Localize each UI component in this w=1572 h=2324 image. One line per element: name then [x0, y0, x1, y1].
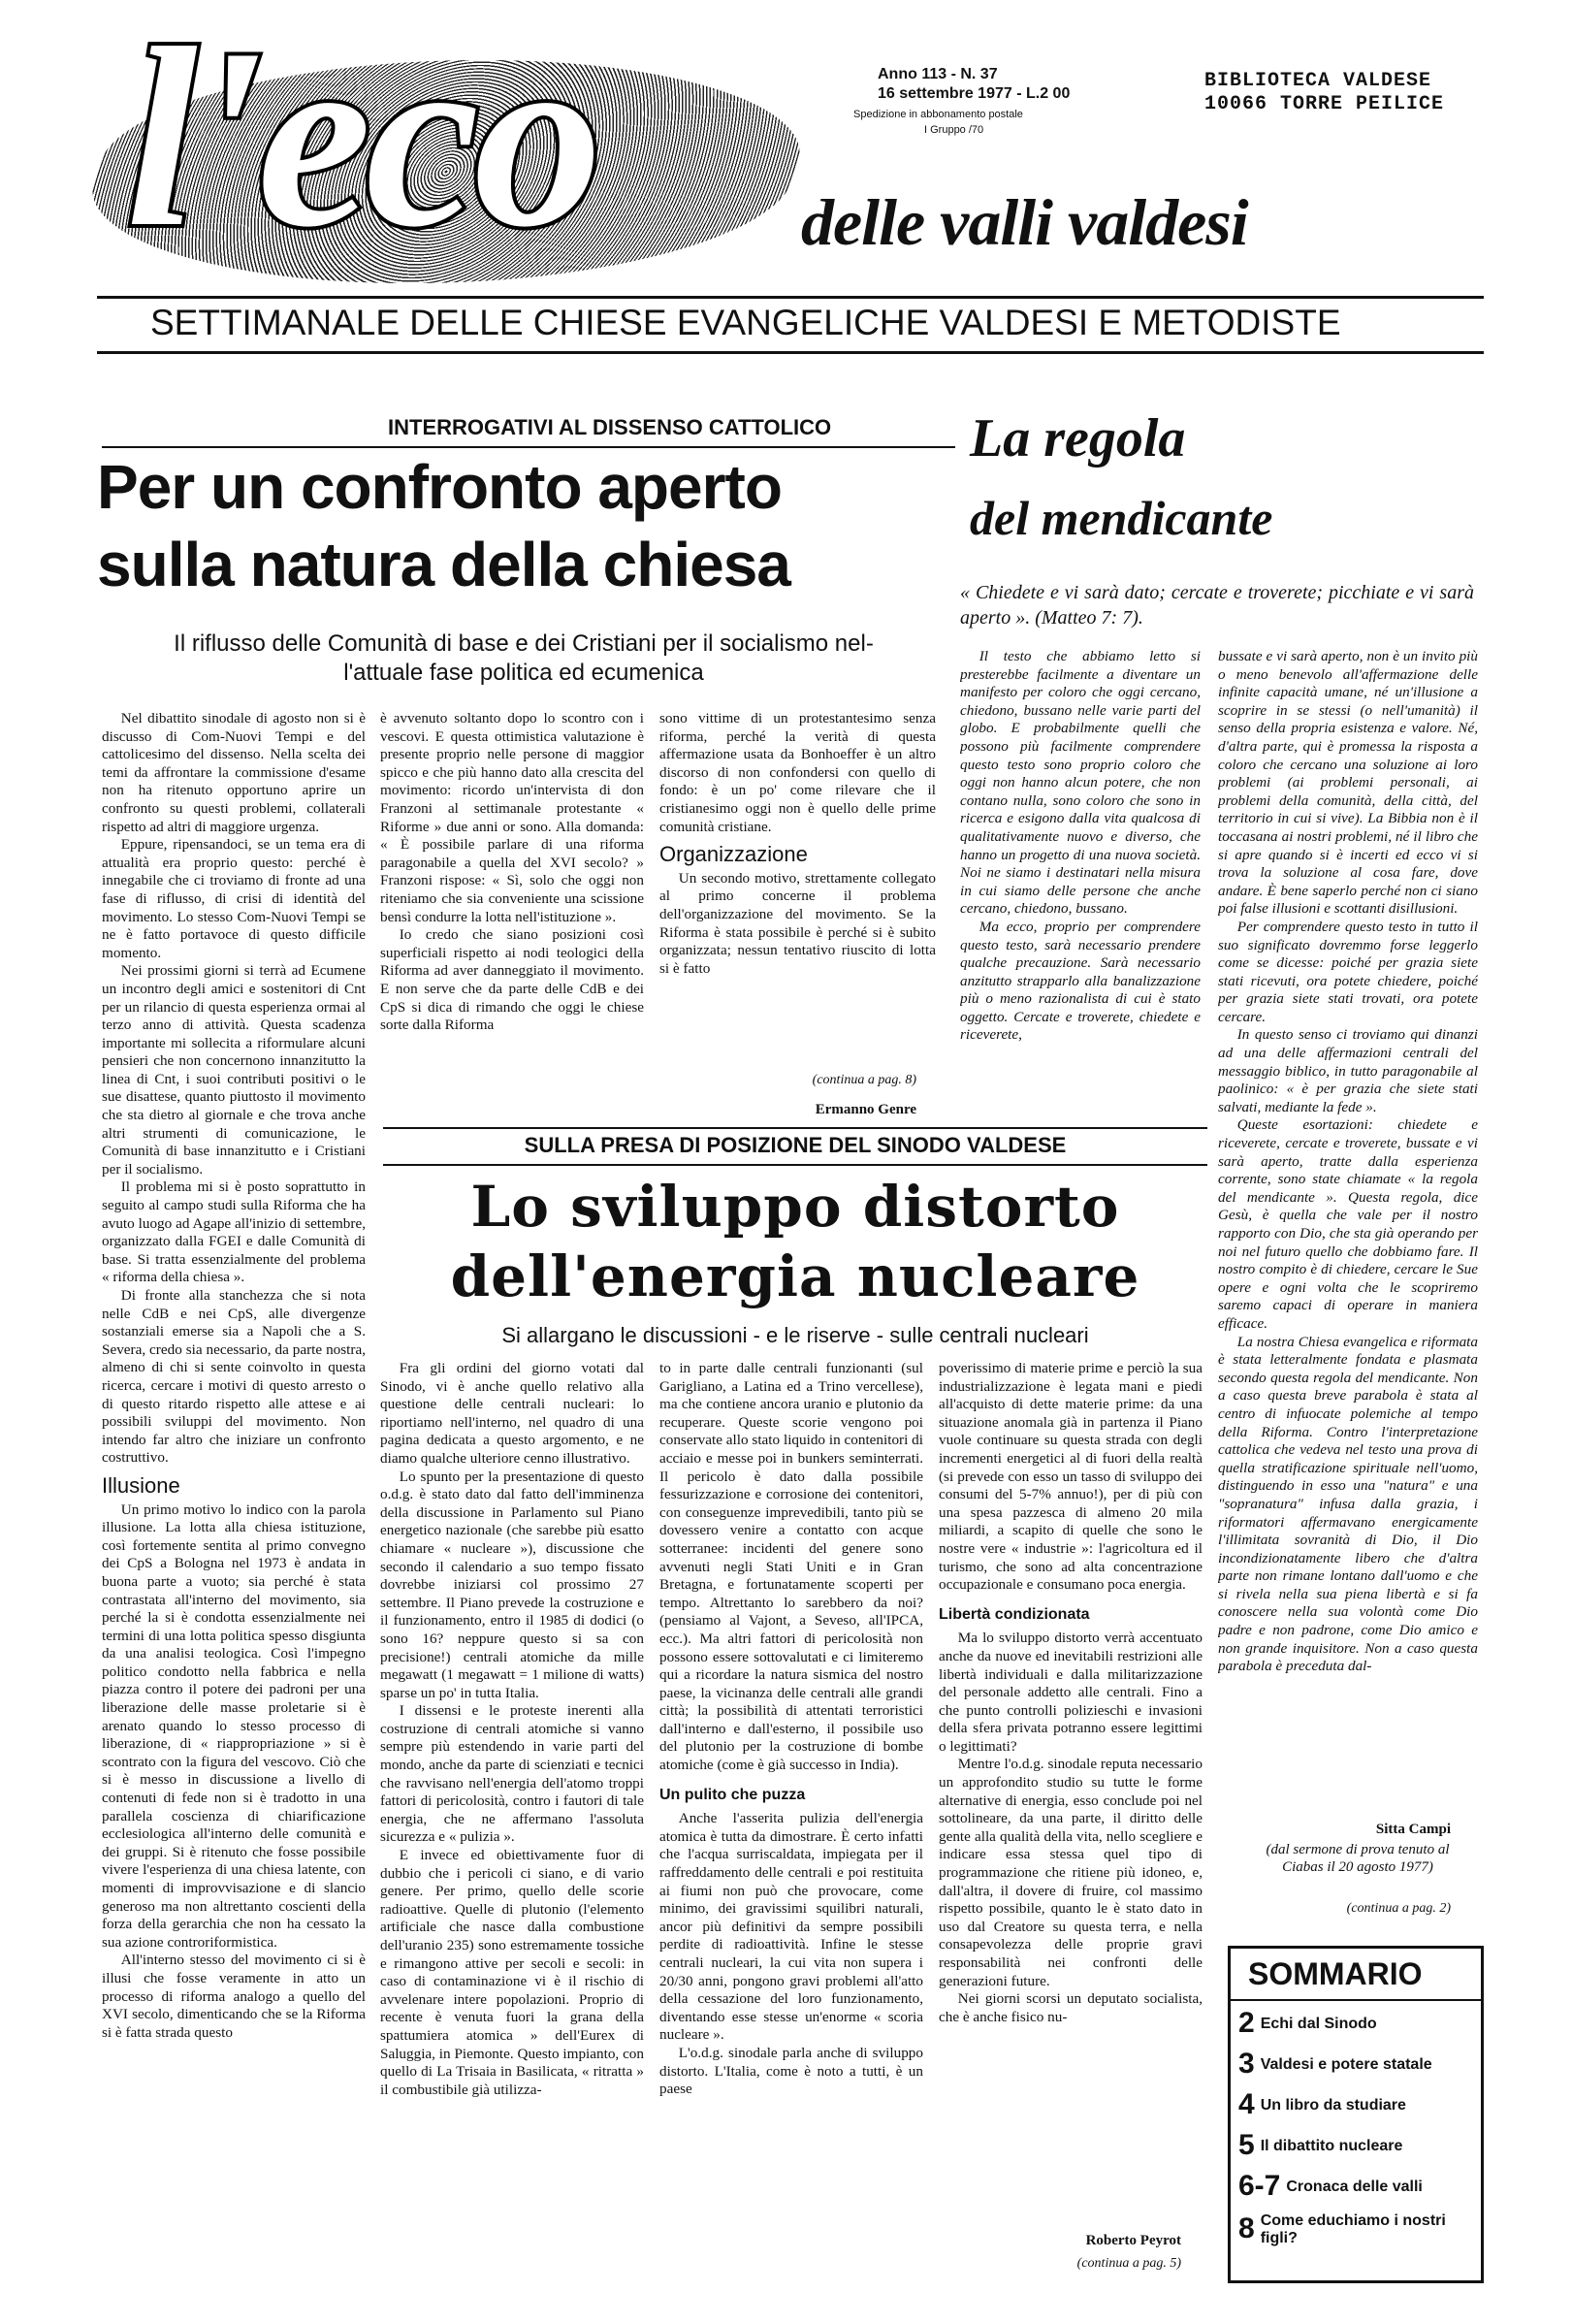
paragraph: Il problema mi si è posto soprattutto in seguito al campo studi sulla Riforma che ha avuto luogo ad Agape all'inizio di settembre, organizzato dalla FGEI e dalle Comunità di base. Si tratta essenzialmente del problema « riforma della chiesa ». [102, 1178, 366, 1286]
paragraph: Fra gli ordini del giorno votati dal Sinodo, vi è anche quello relativo alla questione delle centrali nucleari: lo riportiamo nell'interno, nel quadro di una pagina dedicata a questo argomento, e ne diamo qualche ulteriore cenno illustrativo. [380, 1360, 644, 1467]
article3-column-2 [659, 1360, 923, 2281]
article1-column-1 [102, 710, 366, 2281]
article3-author: Roberto Peyrot [1085, 2233, 1181, 2248]
masthead-subtitle: delle valli valdesi [801, 185, 1248, 259]
article3-title-line-2: dell'energia nucleare [450, 1243, 1140, 1309]
paragraph: Nel dibattito sinodale di agosto non si è discusso di Com-Nuovi Tempi e del cattolicesimo del dissenso. Nella scelta dei temi da affrontare la commissione d'esame non ha ritenuto opportuno aprire un confronto su questi problemi, collaterali rispetto ad altri di maggiore urgenza. [102, 710, 366, 835]
article3-kicker-rule-bottom [383, 1164, 1207, 1166]
paragraph: sono vittime di un protestantesimo senza riforma, perché la verità di questa affermazione usata da Bonhoeffer è un altro discorso di non confondersi con quello di fondo: è un po' come rilevare che il cristianesimo oggi non è quello delle prime comunità cristiane. [659, 710, 936, 835]
sommario-title-rule [1231, 1999, 1481, 2001]
paragraph: All'interno stesso del movimento ci si è illusi che fosse veramente in atto un processo di riforma analogo a quello del XVI secolo, dimenticando che se la Riforma si è fatta strada questo [102, 1952, 366, 2041]
subhead-liberta-condizionata: Libertà condizionata [939, 1605, 1090, 1623]
article2-title-line-1: La regola [970, 408, 1186, 468]
subhead-illusione: Illusione [102, 1472, 180, 1498]
sommario-item[interactable]: 8 Come educhiamo i nostri figli? [1238, 2212, 1446, 2246]
paragraph: poverissimo di materie prime e perciò la sua industrializzazione è legata mani e piedi all'acquisto di dette materie prime: da una situazione anomala già in partenza il Piano vuole continuare su questa strada con degli incrementi energetici al di fuori della realtà (si prevede con esso un tasso di sviluppo dei consumi del 5-7% annuo!), per di più con una spesa pazzesca di almeno 20 mila miliardi, a scapito di quelle che sono le nostre vere « industrie »: l'agricoltura ed il turismo, che sono ad alta concentrazione occupazionale e consumano poca energia. [939, 1360, 1203, 1594]
article2-column-2 [1218, 648, 1478, 1812]
sommario-item[interactable]: 3 Valdesi e potere statale [1238, 2048, 1432, 2080]
article3-column-1 [380, 1360, 644, 2281]
article1-column-3 [659, 710, 936, 1166]
paragraph: Anche l'asserita pulizia dell'energia atomica è tutta da dimostrare. È certo infatti che l'acqua surriscaldata, impiegata per il raffreddamento delle centrali e poi restituita ai fiumi non può che provocare, come minimo, dei gravissimi squilibri naturali, ancor più definitivi da sempre possibili perdite di radioattività. Infine le stesse centrali nucleari, la cui vita non supera i 20/30 anni, pongono gravi problemi all'atto della cessazione del loro funzionamento, diventando esse stesse un'enorme « scoria nucleare ». [659, 1810, 923, 2044]
paragraph: E invece ed obiettivamente fuor di dubbio che i pericoli ci siano, e di vario genere. Per primo, quello delle scorie radioattive. Quelle di plutonio (l'elemento artificiale che nasce dalla combustione dell'uranio 235) sono estremamente tossiche e rimangono attive per secoli e secoli: in caso di contaminazione vi è il rischio di avvelenare intere popolazioni. Proprio di recente è venuta fuori la grana della spattumiera atomica » dell'Eurex di Saluggia, in Piemonte. Questo impianto, con quello di La Trisaia in Basilicata, « ritratta » il combustibile già utilizza- [380, 1847, 644, 2098]
article1-deck-line-2: l'attuale fase politica ed ecumenica [343, 660, 704, 686]
article2-title-line-2: del mendicante [970, 491, 1273, 545]
issue-number: Anno 113 - N. 37 [878, 66, 998, 82]
sommario-title: SOMMARIO [1248, 1956, 1423, 1991]
library-stamp-line-1: BIBLIOTECA VALDESE [1204, 70, 1432, 92]
article1-column-2 [380, 710, 644, 1166]
paragraph: L'o.d.g. sinodale parla anche di sviluppo distorto. L'Italia, come è noto a tutti, è un paese [659, 2044, 923, 2098]
paragraph: bussate e vi sarà aperto, non è un invito più o meno benevolo all'affermazione delle infinite capacità umane, né un'illusione a scoprire in se stessi (o nell'umanità) il senso della propria esistenza e valore. Né, d'altra parte, qui è promessa la risposta a coloro che cercano una soluzione ai loro problemi (ai problemi personali, ai problemi della comunità, della città, del territorio in cui si vive). La Bibbia non è il toccasana ai nostri problemi, né il libro che si apre quando si è incerti ed ecco vi si trova la soluzione al cosa fare, dove andare. È bene saperlo perché non ci siano poi false illusioni e scottanti disillusioni. [1218, 648, 1478, 918]
paragraph: La nostra Chiesa evangelica e riformata è stata letteralmente fondata e plasmata secondo questa regola del mendicante. Non a caso questa breve parabola è stata al centro di infuocate polemiche al tempo della Riforma. Contro l'interpretazione cattolica che vedeva nel testo una prova di quella stratificazione spirituale nell'uomo, distinguendo in esso una "natura" e una "sopranatura" infusa dalla grazia, i riformatori affermavano energicamente l'illimitata sovranità di Dio, il Dio incondizionatamente libero che d'altra parte non rimane lontano dall'uomo e che si rivela nella sua piena libertà e si fa conoscere nella sua volontà come Dio padre e non padrone, come Dio amico e non grande inquisitore. Non a caso questa parabola è preceduta dal- [1218, 1333, 1478, 1675]
paragraph: In questo senso ci troviamo qui dinanzi ad una delle affermazioni centrali del messaggio biblico, in tutto paragonabile al paolinico: « è per grazia che siete stati salvati, mediante la fede ». [1218, 1026, 1478, 1115]
article2-source: (dal sermone di prova tenuto al Ciabas il 20 agosto 1977) [1266, 1842, 1450, 1875]
masthead-logo: l'eco [126, 0, 596, 280]
article3-kicker-rule-top [383, 1127, 1207, 1129]
paragraph: Eppure, ripensandoci, se un tema era di attualità era proprio questo: perché è innegabile che ci troviamo di fronte ad una fase di riflusso, di crisi di identità del movimento. Lo stesso Com-Nuovi Tempi se ne è fatto portavoce di questo difficile momento. [102, 836, 366, 961]
article1-continue: (continua a pag. 8) [812, 1073, 916, 1087]
article3-kicker: SULLA PRESA DI POSIZIONE DEL SINODO VALDESE [524, 1133, 1067, 1157]
article1-title-line-1: Per un confronto aperto [97, 452, 782, 522]
paragraph: è avvenuto soltanto dopo lo scontro con i vescovi. E questa ottimistica valutazione è presente proprio nelle persone di maggior spicco e che più hanno dato alla crescita del movimento: ricordo un'intervista di don Franzoni al settimanale protestante « Riforme » due anni or sono. Alla domanda: « È possibile parlare di una riforma paragonabile a quella del XVI secolo? » Franzoni rispose: « Sì, solo che oggi non riteniamo che sia conveniente una scissione bensì condurre la lotta nell'istituzione ». [380, 710, 644, 925]
sommario-item[interactable]: 2 Echi dal Sinodo [1238, 2007, 1377, 2039]
article3-title-line-1: Lo sviluppo distorto [470, 1174, 1120, 1240]
paragraph: I dissensi e le proteste inerenti alla costruzione di centrali atomiche si vanno sempre più estendendo in varie parti del mondo, anche da parte di scienziati e tecnici che ravvisano nell'energia dell'atomo troppi fattori di pericolosità, contro i fautori di tale energia, che ne affermano l'assoluta sicurezza e « pulizia ». [380, 1702, 644, 1846]
postal-line-2: I Gruppo /70 [924, 124, 984, 136]
sommario-item[interactable]: 5 Il dibattito nucleare [1238, 2129, 1403, 2161]
masthead-rule-bottom [97, 351, 1484, 354]
article1-kicker: INTERROGATIVI AL DISSENSO CATTOLICO [388, 415, 832, 439]
article1-title-line-2: sulla natura della chiesa [97, 530, 790, 599]
article2-continue: (continua a pag. 2) [1346, 1901, 1451, 1916]
article2-epigraph: « Chiedete e vi sarà dato; cercate e troverete; picchiate e vi sarà aperto ». (Matteo 7: 7). [960, 582, 1474, 629]
paragraph: to in parte dalle centrali funzionanti (sul Garigliano, a Latina ed a Trino vercellese), ma che contiene ancora uranio e plutonio da recuperare. Queste scorie vengono poi conservate allo stato liquido in contenitori di acciaio e messe poi in bunkers seminterrati. Il pericolo è dato dalla possibile fessurizzazione e corrosione dei contenitori, con conseguenze imprevedibili, tanto più se dovessero venire a contatto con acque sotterranee: incidenti del genere sono avvenuti negli Stati Uniti e in Gran Bretagna, e fortunatamente scoperti per tempo. Altrettanto lo sarebbero da noi? (pensiamo al Vajont, a Seveso, all'IPCA, ecc.). Ma altri fattori di pericolosità non possono essere sottovalutati e ci limiteremo qui a ricordare la natura sismica del nostro paese, la vicinanza delle centrali alle grandi città; la possibilità di attentati terroristici dall'interno e dall'esterno, il possibile uso del plutonio per la costruzione di bombe atomiche (come è già successo in India). [659, 1360, 923, 1774]
article1-deck-line-1: Il riflusso delle Comunità di base e dei Cristiani per il socialismo nel- [174, 630, 874, 657]
paragraph: Ma ecco, proprio per comprendere questo testo, sarà necessario prendere qualche precauzione. Sarà necessario anzitutto strapparlo alla banalizzazione più o meno razionalista di cui è stato oggetto. Cercate e troverete, chiedete e riceverete, [960, 918, 1201, 1044]
paragraph: Un primo motivo lo indico con la parola illusione. La lotta alla chiesa istituzione, così fortemente sentita al primo convegno dei CpS a Bologna nel 1973 è andata in buona parte a vuoto; sia perché è stata contrastata all'interno del movimento, sia perché la si è condotta essenzialmente nei termini di una lotta politica spesso disgiunta da una analisi teologica. Così l'impegno politico condotto nella fabbrica e nella piazza contro il potere dei padroni per una liberazione delle masse proletarie si è arenato quando lo stesso processo di liberazione, di « riappropriazione » si è scontrato con la figura del vescovo. Ciò che si è messo in discussione a livello di contenuti di fede non si è tradotto in una parallela coscienza di chiarificazione ecclesiologica all'interno delle comunità e dei gruppi. Si è ritenuto che fosse possibile vivere l'esperienza di una chiesa latente, con momenti di improvvisazione e di slancio generoso ma non altrettanto coscienti della forza della gerarchia che non ha cessato la sua azione controriformistica. [102, 1501, 366, 1951]
masthead-tagline: SETTIMANALE DELLE CHIESE EVANGELICHE VALDESI E METODISTE [150, 303, 1341, 342]
article3-continue: (continua a pag. 5) [1076, 2256, 1181, 2271]
paragraph: Per comprendere questo testo in tutto il suo significato dovremmo forse leggerlo come se dicesse: poiché per grazia siete stati ricevuti, ora potete chiedere, poiché per grazia siete stati trovati, ora potete cercare. [1218, 918, 1478, 1025]
library-stamp-line-2: 10066 TORRE PEILICE [1204, 93, 1445, 115]
paragraph: Un secondo motivo, strettamente collegato al primo concerne il problema dell'organizzazione del movimento. Se la Riforma è stata possibile è perché si è subito organizzata; nessun tentativo riuscito di lotta si è fatto [659, 869, 936, 977]
paragraph: Nei giorni scorsi un deputato socialista, che è anche fisico nu- [939, 1990, 1203, 2025]
subhead-un-pulito-che-puzza: Un pulito che puzza [659, 1786, 806, 1803]
article1-author: Ermanno Genre [815, 1102, 916, 1117]
sommario-item[interactable]: 4 Un libro da studiare [1238, 2088, 1406, 2120]
article3-deck: Si allargano le discussioni - e le riserve - sulle centrali nucleari [501, 1323, 1089, 1347]
article2-column-1 [960, 648, 1201, 1172]
paragraph: Io credo che siano posizioni così superficiali rispetto ai nodi teologici della Riforma ad aver danneggiato il movimento. E non serve che da parte delle CdB e dei CpS si dica di rimando che oggi le chiese sorte dalla Riforma [380, 926, 644, 1034]
paragraph: Ma lo sviluppo distorto verrà accentuato anche da nuove ed inevitabili restrizioni alle libertà individuali e dalla militarizzazione del personale addetto alle centrali. Fino a che punto controlli polizieschi e invasioni della sfera privata potranno essere legittimi o legittimati? [939, 1630, 1203, 1755]
paragraph: Queste esortazioni: chiedete e riceverete, cercate e troverete, bussate e vi sarà aperto, tratte dalla esperienza corrente, sono state chiamate « la regola del mendicante ». Questa regola, dice Gesù, è quella che vale per il nostro rapporto con Dio, che sta già operando per noi nel futuro quello che dobbiamo fare. Il nostro compito è di chiedere, cercare le Sue opere e ogni volta che le scopriremo saremo capaci di operare in maniera efficace. [1218, 1116, 1478, 1332]
paragraph: Lo spunto per la presentazione di questo o.d.g. è stato dato dal fatto dell'imminenza della discussione in Parlamento sul Piano energetico nazionale (che sarebbe più esatto chiamare « nucleare »), discussione che secondo il calendario a suo tempo fissato dovrebbe iniziarsi col prossimo 27 settembre. Il Piano prevede la costruzione e il funzionamento, entro il 1985 di dodici (o sono 16? neppure questo si sa con precisione!) centrali atomiche da mille megawatt (1 megawatt = 1 milione di watts) sparse un po' in tutta Italia. [380, 1468, 644, 1701]
paragraph: Nei prossimi giorni si terrà ad Ecumene un incontro degli amici e sostenitori di Cnt per un rilancio di questa esperienza ormai al terzo anno di attività. Questa scadenza importante mi sollecita a riformulare alcuni pensieri che non concernono innanzitutto la linea di Cnt, i suoi contributi positivi o le sue disattese, quanto piuttosto il movimento che sta dietro al giornale e che trova anche altri strumenti di comunicazione, le Comunità di base innanzitutto e i Cristiani per il socialismo. [102, 962, 366, 1178]
article3-column-3 [939, 1360, 1203, 2194]
sommario-box [1228, 1946, 1484, 2283]
subhead-organizzazione: Organizzazione [659, 842, 808, 867]
sommario-item[interactable]: 6-7 Cronaca delle valli [1238, 2170, 1423, 2202]
paragraph: Di fronte alla stanchezza che si nota nelle CdB e nei CpS, alle divergenze sostanziali emerse sia a Napoli che a S. Severa, credo sia necessario, da parte nostra, almeno di chi si sente coinvolto in questa ricerca, cercare i motivi di questo arresto o di questo ritardo rispetto alle attese e ai possibili sviluppi del movimento. Non intendo far altro che iniziare un confronto costruttivo. [102, 1287, 366, 1467]
article2-author: Sitta Campi [1375, 1822, 1451, 1837]
article1-kicker-rule [102, 446, 955, 448]
paragraph: Mentre l'o.d.g. sinodale reputa necessario un approfondito studio su tutte le forme alternative di energia, esso conclude poi nel sottolineare, da una parte, il diritto delle gente alla qualità della vita, nello scegliere e indicare essa stessa quel tipo di programmazione che ritiene più idoneo, e, dall'altra, il dovere di fruire, col massimo rispetto possibile, quanto le è stato dato in uso dal Creatore su questa terra, e nella consapevolezza delle proprie gravi responsabilità nei confronti delle generazioni future. [939, 1756, 1203, 1989]
postal-line-1: Spedizione in abbonamento postale [853, 109, 1023, 120]
issue-date-price: 16 settembre 1977 - L.2 00 [878, 85, 1071, 102]
paragraph: Il testo che abbiamo letto si presterebbe facilmente a diventare un manifesto per coloro che oggi cercano, chiedono, bussano nelle varie parti del globo. E probabilmente quelli che possono più facilmente comprendere questo testo sono proprio coloro che oggi non hanno alcun potere, che non contano nulla, sono coloro che sono in ricerca e esigono dalla vita qualcosa di qualitativamente nuovo e diverso, che hanno un progetto di una nuova società. Noi ne siamo i destinatari nella misura in cui siamo delle persone che anche cercano, chiedono, bussano. [960, 648, 1201, 918]
masthead-rule-top [97, 296, 1484, 299]
